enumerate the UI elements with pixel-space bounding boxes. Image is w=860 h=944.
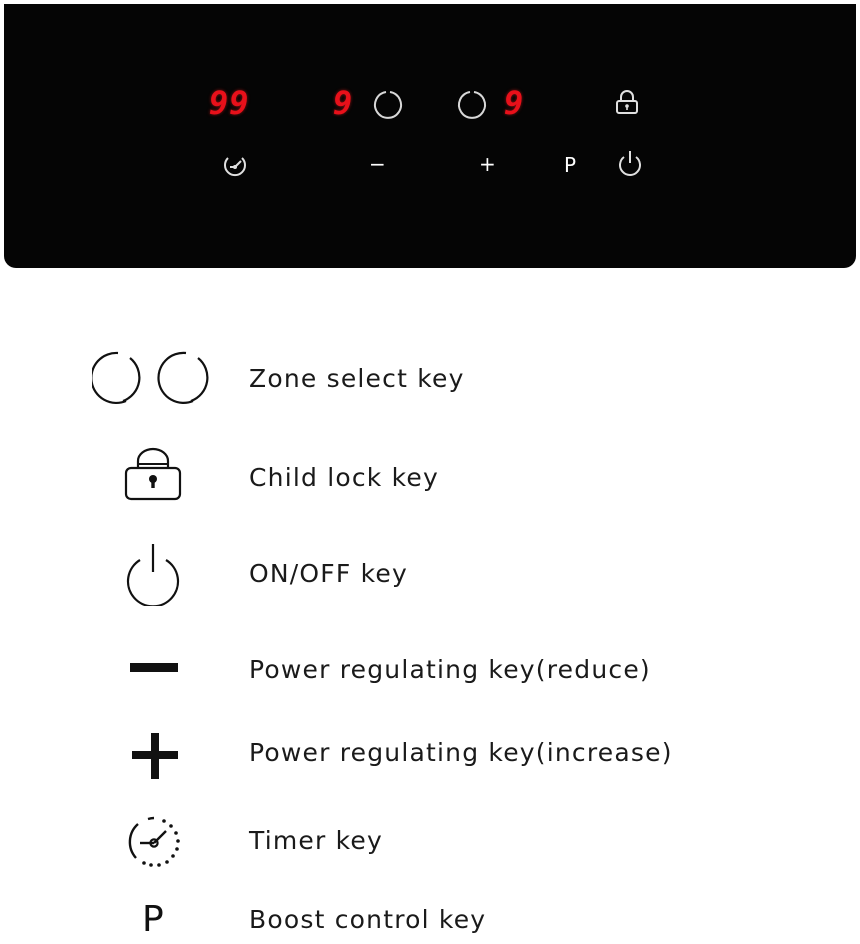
child-lock-legend-icon xyxy=(124,446,182,502)
reduce-label: Power regulating key(reduce) xyxy=(249,655,651,684)
zone-select-label: Zone select key xyxy=(249,364,465,393)
zone-select-left-icon[interactable] xyxy=(371,88,405,122)
increase-label: Power regulating key(increase) xyxy=(249,738,673,767)
zone-select-right-icon[interactable] xyxy=(455,88,489,122)
power-icon[interactable] xyxy=(616,149,644,179)
child-lock-label: Child lock key xyxy=(249,463,439,492)
timer-display: 99 xyxy=(209,84,250,122)
timer-label: Timer key xyxy=(249,826,383,855)
zone-left-power-display: 9 xyxy=(333,84,354,122)
timer-icon[interactable] xyxy=(220,151,250,181)
boost-label: Boost control key xyxy=(249,905,487,934)
boost-icon: P xyxy=(142,899,164,940)
on-off-icon xyxy=(123,542,183,606)
zone-select-icon xyxy=(92,350,216,406)
control-panel xyxy=(4,4,856,268)
zone-right-power-display: 9 xyxy=(504,84,525,122)
minus-icon xyxy=(130,661,178,675)
plus-button[interactable]: + xyxy=(479,152,496,176)
boost-button[interactable]: P xyxy=(564,153,577,177)
minus-button[interactable]: − xyxy=(369,152,386,176)
timer-legend-icon xyxy=(124,814,184,872)
on-off-label: ON/OFF key xyxy=(249,559,408,588)
child-lock-icon[interactable] xyxy=(615,90,639,116)
plus-icon xyxy=(132,733,178,779)
